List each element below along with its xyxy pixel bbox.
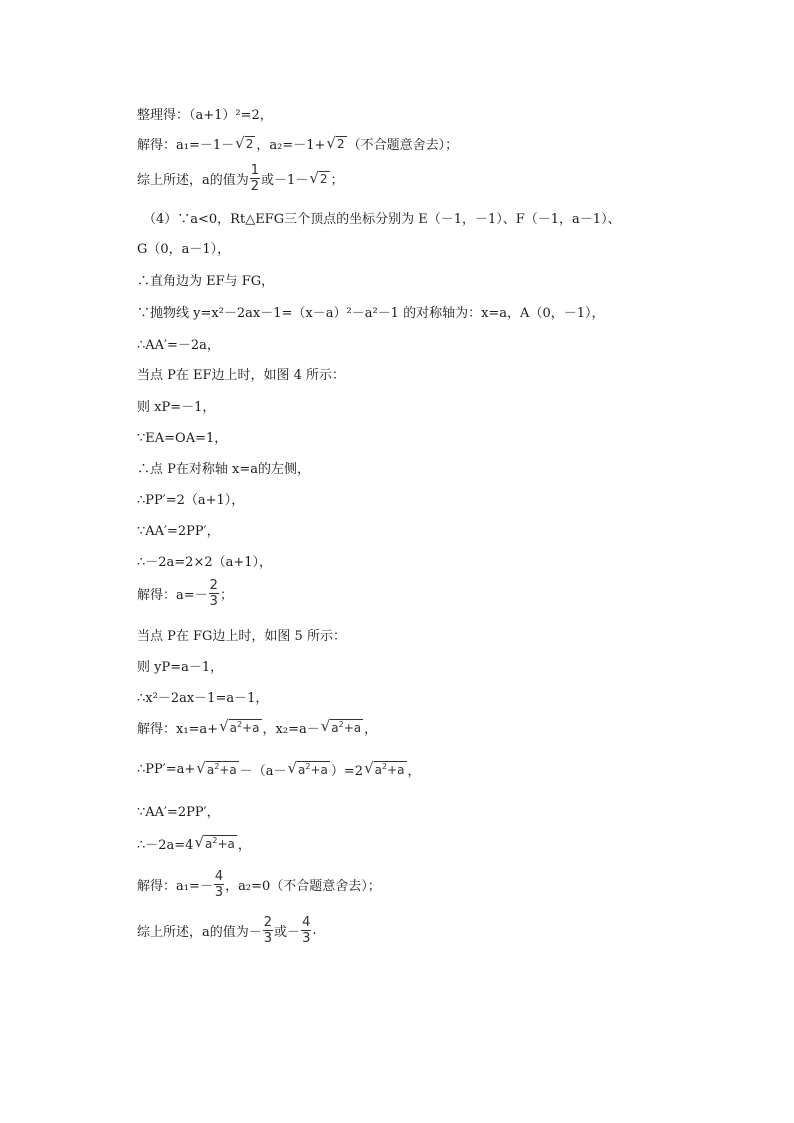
line-8 bbox=[137, 334, 220, 353]
text: 解得：a₁=－1－ bbox=[137, 138, 235, 153]
text: ∵AA′=2PP′， bbox=[137, 805, 220, 820]
line-10 bbox=[137, 396, 215, 415]
text: 或－1－ bbox=[261, 173, 309, 188]
text: ∴－2a=2×2（a+1）， bbox=[137, 555, 273, 570]
sqrt-expression: √ $a^2+a$ bbox=[194, 833, 235, 852]
text: ）=2 bbox=[330, 764, 364, 779]
sqrt-expression: √ $a^2+a$ bbox=[219, 717, 260, 736]
text: G（0，a－1）， bbox=[137, 242, 231, 257]
text: ∴点 P在对称轴 x=a的左侧， bbox=[137, 462, 310, 477]
text: ∴x²－2ax－1=a－1， bbox=[137, 691, 269, 706]
sqrt-expression: √ 2 bbox=[235, 133, 254, 152]
text: 解得：a₁=－ bbox=[137, 879, 213, 894]
fraction: $\frac{2}{3}$ bbox=[263, 915, 273, 946]
sqrt-expression: √ $a^2+a$ bbox=[287, 759, 328, 778]
text: 解得：x₁=a+ bbox=[137, 722, 219, 737]
line-5 bbox=[137, 238, 230, 257]
text: （4）∵a<0，Rt△EFG三个顶点的坐标分别为 E（－1，－1）、F（－1，a－1）、 bbox=[143, 212, 621, 227]
fraction: $\frac{4}{3}$ bbox=[302, 915, 311, 946]
text: ∴－2a=4 bbox=[137, 838, 194, 853]
text: ∵EA=OA=1， bbox=[137, 431, 228, 446]
text: ∵AA′=2PP′， bbox=[137, 524, 220, 539]
fraction: $\frac{4}{3}$ bbox=[214, 869, 224, 900]
text: ∵抛物线 y=x²－2ax－1=（x－a）²－a²－1 的对称轴为：x=a，A（0，－1）， bbox=[137, 306, 605, 321]
text: （不合题意舍去）； bbox=[347, 138, 459, 153]
line-19 bbox=[137, 687, 268, 706]
fraction: $\frac{1}{2}$ bbox=[250, 163, 260, 194]
line-6 bbox=[137, 270, 274, 289]
text: 解得：a=－ bbox=[137, 588, 208, 603]
line-20 bbox=[137, 718, 377, 737]
text: ，a₂=－1+ bbox=[256, 138, 326, 153]
fraction: $\frac{2}{3}$ bbox=[209, 578, 218, 609]
sqrt-expression: √ $a^2+a$ bbox=[364, 759, 405, 778]
sqrt-expression: √ 2 bbox=[326, 133, 345, 152]
line-11 bbox=[137, 427, 227, 446]
line-24 bbox=[137, 870, 381, 899]
sqrt-expression: √ 2 bbox=[309, 168, 328, 187]
text: 或－ bbox=[274, 925, 301, 940]
text: ， bbox=[237, 838, 251, 853]
text: ∴PP′=a+ bbox=[137, 762, 196, 777]
text: 整理得：（a+1）²=2， bbox=[137, 108, 273, 123]
line-9 bbox=[137, 364, 345, 383]
line-2 bbox=[137, 134, 458, 153]
line-4 bbox=[143, 208, 621, 227]
line-7 bbox=[137, 302, 605, 321]
text: . bbox=[312, 923, 317, 938]
line-25 bbox=[137, 916, 316, 945]
line-1 bbox=[137, 104, 273, 123]
line-15 bbox=[137, 551, 272, 570]
line-18 bbox=[137, 656, 223, 675]
text: 综上所述，a的值为－ bbox=[137, 925, 262, 940]
text: ； bbox=[219, 588, 233, 603]
text: ，a₂=0（不合题意舍去）； bbox=[225, 879, 381, 894]
line-12 bbox=[137, 458, 310, 477]
text: －（a－ bbox=[239, 764, 287, 779]
text: ∴AA′=－2a， bbox=[137, 338, 220, 353]
line-23 bbox=[137, 834, 251, 853]
text: ，x₂=a－ bbox=[262, 722, 320, 737]
text: 则 yP=a－1， bbox=[137, 660, 224, 675]
line-16 bbox=[137, 579, 233, 608]
line-17 bbox=[137, 625, 346, 644]
text: 综上所述，a的值为 bbox=[137, 173, 249, 188]
text: ， bbox=[407, 764, 421, 779]
line-13 bbox=[137, 489, 244, 508]
sqrt-expression: √ $a^2+a$ bbox=[196, 759, 237, 778]
text: ∴PP′=2（a+1）， bbox=[137, 493, 245, 508]
sqrt-expression: √ $a^2+a$ bbox=[320, 717, 362, 736]
text: 则 xP=－1， bbox=[137, 400, 216, 415]
text: 当点 P在 FG边上时，如图 5 所示： bbox=[137, 629, 346, 644]
line-21 bbox=[137, 760, 421, 779]
text: ； bbox=[330, 173, 344, 188]
text: ∴直角边为 EF与 FG， bbox=[137, 274, 275, 289]
line-3 bbox=[137, 164, 344, 193]
line-22 bbox=[137, 801, 220, 820]
text: 当点 P在 EF边上时，如图 4 所示： bbox=[137, 368, 346, 383]
line-14 bbox=[137, 520, 220, 539]
text: ， bbox=[364, 722, 378, 737]
